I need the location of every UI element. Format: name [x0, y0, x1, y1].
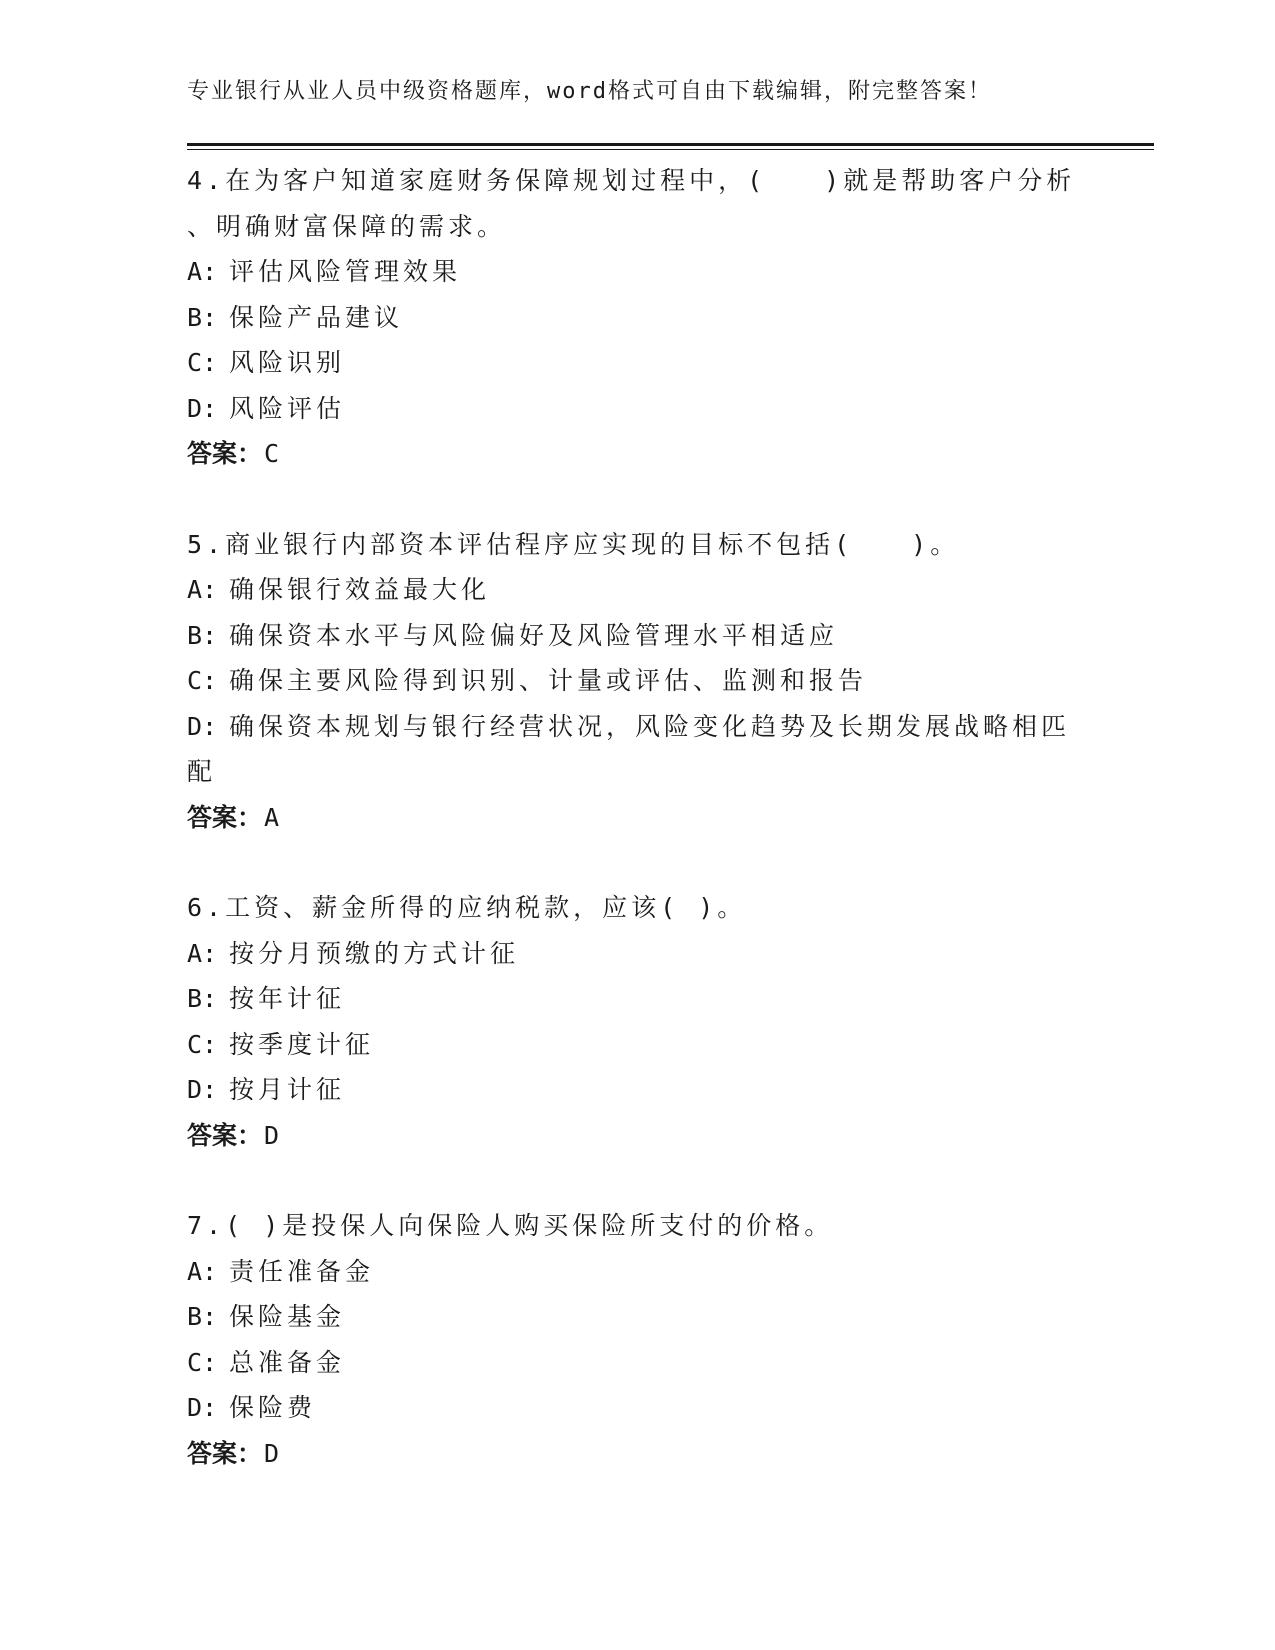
option-c — [187, 1340, 1067, 1386]
option-b — [187, 295, 1067, 341]
option-key: D: — [187, 1075, 218, 1104]
option-b — [187, 613, 1067, 659]
option-c — [187, 340, 1067, 386]
option-c — [187, 1022, 1067, 1068]
option-text: 确保资本水平与风险偏好及风险管理水平相适应 — [229, 620, 839, 650]
answer-line — [187, 431, 1067, 477]
option-text: 风险识别 — [229, 348, 346, 377]
answer-line — [187, 1431, 1067, 1477]
answer-label: 答案： — [187, 802, 263, 832]
option-text: 确保资本规划与银行经营状况，风险变化趋势及长期发展战略相匹 — [229, 711, 1071, 741]
option-key: B: — [187, 1302, 218, 1331]
option-c — [187, 658, 1067, 704]
option-text: 按年计征 — [229, 984, 346, 1013]
option-text: 责任准备金 — [229, 1256, 375, 1286]
header-rule-thin — [187, 149, 1154, 150]
option-key: D: — [187, 1393, 218, 1422]
option-text: 确保银行效益最大化 — [229, 575, 491, 604]
question-stem: 4.在为客户知道家庭财务保障规划过程中，( )就是帮助客户分析 — [187, 166, 1076, 195]
question-5 — [187, 522, 1071, 841]
option-a — [187, 249, 1067, 295]
option-key: C: — [187, 1347, 218, 1377]
option-d — [187, 704, 1071, 750]
option-text: 保险费 — [229, 1393, 317, 1422]
answer-line — [187, 795, 1067, 841]
option-key: A: — [187, 1256, 218, 1286]
option-key: A: — [187, 257, 218, 286]
answer-value: D — [264, 1438, 280, 1468]
question-stem: 5.商业银行内部资本评估程序应实现的目标不包括( )。 — [187, 529, 960, 559]
question-list — [187, 158, 1076, 1521]
option-b — [187, 1294, 1067, 1340]
option-key: D: — [187, 393, 218, 423]
option-key: A: — [187, 575, 218, 604]
option-key: C: — [187, 348, 218, 377]
question-stem: 6.工资、薪金所得的应纳税款，应该( )。 — [187, 893, 747, 922]
option-text: 按分月预缴的方式计征 — [229, 938, 520, 968]
option-text: 保险产品建议 — [229, 302, 404, 332]
question-6 — [187, 885, 1067, 1158]
option-d — [187, 386, 1067, 432]
question-stem-continued: 、明确财富保障的需求。 — [187, 211, 507, 241]
option-text: 确保主要风险得到识别、计量或评估、监测和报告 — [229, 666, 868, 695]
option-key: C: — [187, 666, 218, 695]
question-4 — [187, 158, 1076, 477]
answer-label: 答案： — [187, 1120, 263, 1150]
option-a — [187, 931, 1067, 977]
answer-value: A — [264, 802, 280, 832]
option-d — [187, 1067, 1067, 1113]
answer-label: 答案： — [187, 439, 263, 468]
option-text: 按月计征 — [229, 1075, 346, 1104]
page-header: 专业银行从业人员中级资格题库，word格式可自由下载编辑，附完整答案！ — [187, 79, 992, 104]
option-d — [187, 1385, 1067, 1431]
option-key: C: — [187, 1029, 218, 1059]
option-text: 保险基金 — [229, 1302, 346, 1331]
answer-label: 答案： — [187, 1438, 263, 1468]
option-text: 风险评估 — [229, 393, 346, 423]
option-a — [187, 567, 1067, 613]
header-rule-thick — [187, 143, 1154, 146]
answer-value: D — [264, 1120, 280, 1150]
answer-value: C — [264, 439, 280, 468]
option-key: B: — [187, 302, 218, 332]
option-a — [187, 1249, 1067, 1295]
question-7 — [187, 1203, 1067, 1476]
answer-line — [187, 1113, 1067, 1159]
question-stem: 7.( )是投保人向保险人购买保险所支付的价格。 — [187, 1211, 834, 1240]
option-key: D: — [187, 711, 218, 741]
option-text: 按季度计征 — [229, 1029, 375, 1059]
option-key: A: — [187, 938, 218, 968]
option-key: B: — [187, 984, 218, 1013]
option-key: B: — [187, 620, 218, 650]
option-text: 总准备金 — [229, 1347, 346, 1377]
option-b — [187, 976, 1067, 1022]
option-text: 评估风险管理效果 — [229, 257, 462, 286]
option-d-continued: 配 — [187, 757, 217, 786]
